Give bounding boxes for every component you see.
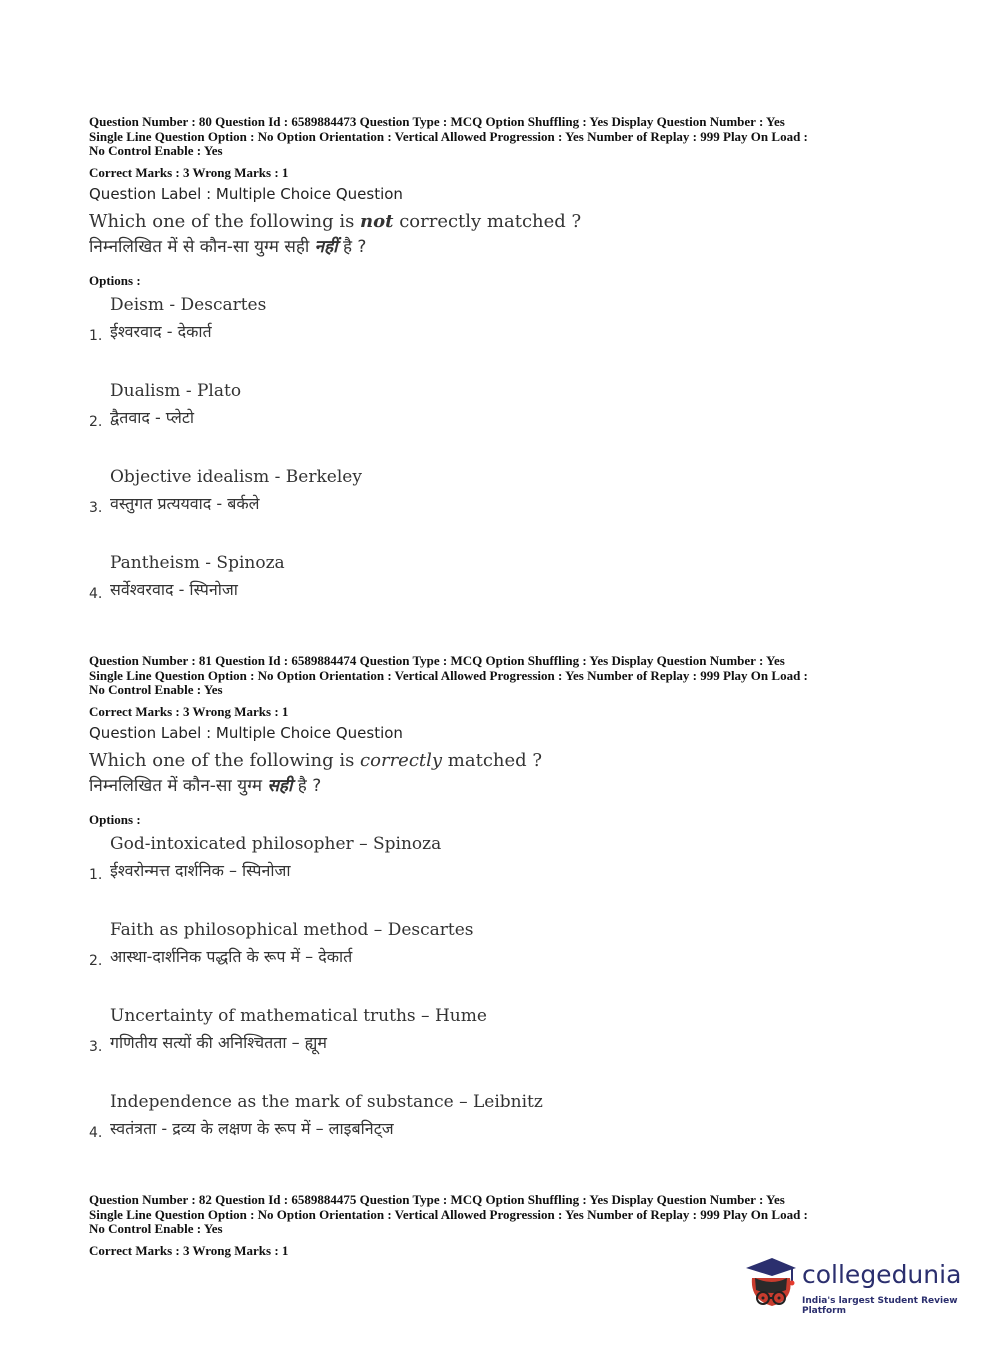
option-3[interactable] bbox=[89, 1000, 929, 1086]
question-meta bbox=[89, 1193, 929, 1237]
question-text-hindi: निम्नलिखित में कौन-सा युग्म सही है ? bbox=[89, 775, 322, 796]
option-number: 3. bbox=[89, 1038, 103, 1055]
meta-line: Question Number : 81 Question Id : 6589884474 Question Type : MCQ Option Shuffling : Yes Display Question Number : Yes bbox=[89, 653, 785, 668]
meta-line: No Control Enable : Yes bbox=[89, 682, 223, 697]
option-text-english: Independence as the mark of substance – Leibnitz bbox=[110, 1091, 543, 1112]
emphasis: सही bbox=[267, 775, 293, 796]
option-text-english: Uncertainty of mathematical truths – Hume bbox=[110, 1005, 487, 1026]
option-number: 2. bbox=[89, 952, 103, 969]
option-number: 1. bbox=[89, 327, 103, 344]
meta-line: Question Number : 80 Question Id : 6589884473 Question Type : MCQ Option Shuffling : Yes Display Question Number : Yes bbox=[89, 114, 785, 129]
question-meta bbox=[89, 115, 929, 159]
question-block-81 bbox=[89, 654, 929, 1172]
option-number: 3. bbox=[89, 499, 103, 516]
logo-wordmark: collegedunia bbox=[802, 1260, 962, 1289]
option-text-hindi: गणितीय सत्यों की अनिश्चितता – ह्यूम bbox=[110, 1032, 327, 1052]
option-text-hindi: ईश्वरवाद - देकार्त bbox=[110, 321, 212, 341]
question-block-80 bbox=[89, 115, 929, 633]
option-text-hindi: ईश्वरोन्मत्त दार्शनिक – स्पिनोजा bbox=[110, 860, 291, 880]
option-number: 2. bbox=[89, 413, 103, 430]
option-text-english: God-intoxicated philosopher – Spinoza bbox=[110, 833, 442, 854]
option-text-english: Objective idealism - Berkeley bbox=[110, 466, 362, 487]
option-number: 4. bbox=[89, 1124, 103, 1141]
option-2[interactable] bbox=[89, 914, 929, 1000]
options-list bbox=[89, 289, 929, 633]
question-marks: Correct Marks : 3 Wrong Marks : 1 bbox=[89, 703, 289, 719]
question-meta bbox=[89, 654, 929, 698]
option-3[interactable] bbox=[89, 461, 929, 547]
meta-line: No Control Enable : Yes bbox=[89, 143, 223, 158]
emphasis: not bbox=[360, 210, 394, 232]
option-text-hindi: सर्वेश्वरवाद - स्पिनोजा bbox=[110, 579, 238, 599]
option-text-english: Dualism - Plato bbox=[110, 380, 242, 401]
option-text-hindi: वस्तुगत प्रत्ययवाद - बर्कले bbox=[110, 493, 260, 513]
question-label: Question Label : Multiple Choice Question bbox=[89, 184, 403, 203]
question-text-english: Which one of the following is not correctly matched ? bbox=[89, 210, 582, 232]
options-list bbox=[89, 828, 929, 1172]
meta-line: Single Line Question Option : No Option Orientation : Vertical Allowed Progression : Yes Number of Replay : 999 Play On Load : bbox=[89, 667, 808, 683]
collegedunia-logo bbox=[742, 1256, 972, 1316]
option-text-english: Deism - Descartes bbox=[110, 294, 267, 315]
option-text-hindi: स्वतंत्रता - द्रव्य के लक्षण के रूप में – लाइबनिट्ज bbox=[110, 1118, 394, 1138]
question-marks: Correct Marks : 3 Wrong Marks : 1 bbox=[89, 164, 289, 180]
logo-tagline: India's largest Student Review Platform bbox=[802, 1296, 958, 1316]
option-4[interactable] bbox=[89, 1086, 929, 1172]
option-text-hindi: द्वैतवाद - प्लेटो bbox=[110, 407, 195, 427]
option-number: 1. bbox=[89, 866, 103, 883]
question-marks: Correct Marks : 3 Wrong Marks : 1 bbox=[89, 1242, 289, 1258]
option-2[interactable] bbox=[89, 375, 929, 461]
question-block-82 bbox=[89, 1193, 929, 1259]
emphasis: नहीं bbox=[314, 236, 338, 257]
mascot-icon bbox=[742, 1256, 800, 1316]
option-text-english: Pantheism - Spinoza bbox=[110, 552, 285, 573]
option-text-english: Faith as philosophical method – Descartes bbox=[110, 919, 474, 940]
option-4[interactable] bbox=[89, 547, 929, 633]
option-1[interactable] bbox=[89, 289, 929, 375]
question-text-hindi: निम्नलिखित में से कौन-सा युग्म सही नहीं है ? bbox=[89, 236, 367, 257]
meta-line: Single Line Question Option : No Option Orientation : Vertical Allowed Progression : Yes Number of Replay : 999 Play On Load : bbox=[89, 1206, 808, 1222]
option-1[interactable] bbox=[89, 828, 929, 914]
emphasis: correctly bbox=[360, 749, 443, 771]
meta-line: Question Number : 82 Question Id : 6589884475 Question Type : MCQ Option Shuffling : Yes Display Question Number : Yes bbox=[89, 1192, 785, 1207]
question-text-english: Which one of the following is correctly matched ? bbox=[89, 749, 543, 771]
options-heading: Options : bbox=[89, 811, 141, 827]
meta-line: No Control Enable : Yes bbox=[89, 1221, 223, 1236]
option-text-hindi: आस्था-दार्शनिक पद्धति के रूप में – देकार्त bbox=[110, 946, 353, 966]
question-label: Question Label : Multiple Choice Question bbox=[89, 723, 403, 742]
options-heading: Options : bbox=[89, 272, 141, 288]
option-number: 4. bbox=[89, 585, 103, 602]
meta-line: Single Line Question Option : No Option Orientation : Vertical Allowed Progression : Yes Number of Replay : 999 Play On Load : bbox=[89, 128, 808, 144]
